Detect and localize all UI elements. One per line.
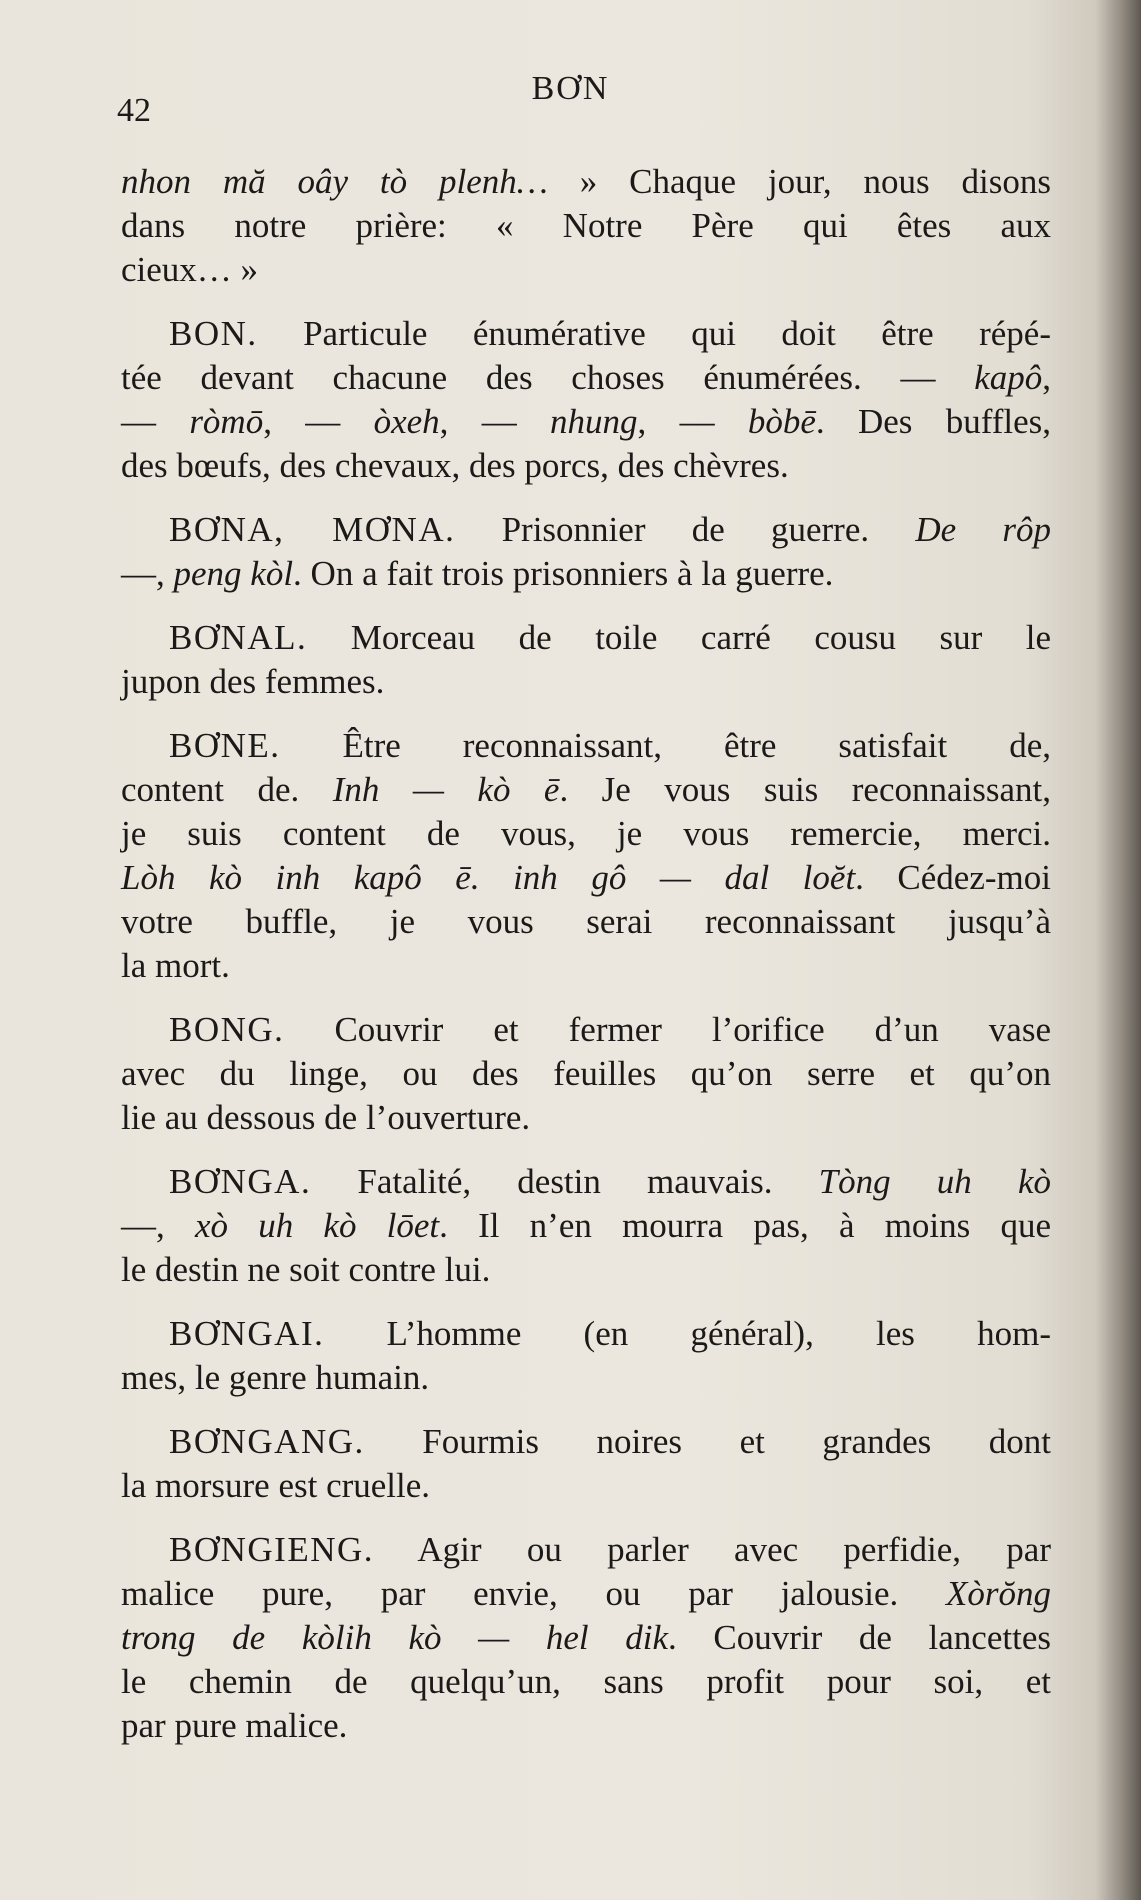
text-line: [121, 1008, 1051, 1052]
text-segment: ,: [1042, 358, 1051, 397]
text-line: [121, 356, 1051, 400]
text-segment: . On a fait trois prisonniers à la guerre.: [293, 554, 834, 593]
text-segment: le destin ne soit contre lui.: [121, 1250, 491, 1289]
bahnar-example: ròmō: [189, 402, 264, 441]
dictionary-entry: [121, 1420, 1051, 1508]
text-segment: , —: [439, 402, 551, 441]
page-number: 42: [117, 92, 151, 129]
text-segment: Fourmis noires et grandes dont: [364, 1422, 1051, 1461]
text-line: [121, 1204, 1051, 1248]
text-line: [121, 400, 1051, 444]
text-line: [121, 248, 1051, 292]
text-line: [121, 312, 1051, 356]
text-segment: . Couvrir de lancettes: [668, 1618, 1051, 1657]
text-segment: Particule énumérative qui doit être répé-: [257, 314, 1051, 353]
bahnar-example: De rôp: [915, 510, 1052, 549]
text-segment: content de.: [121, 770, 333, 809]
dictionary-entry: [121, 724, 1051, 988]
bahnar-example: xò uh kò lōet: [194, 1206, 440, 1245]
text-line: [121, 768, 1051, 812]
text-line: [121, 660, 1051, 704]
text-line: [121, 1660, 1051, 1704]
headword: BƠNA, MƠNA.: [169, 510, 456, 549]
text-segment: tée devant chacune des choses énumérées. —: [121, 358, 975, 397]
text-segment: Prisonnier de guerre.: [455, 510, 916, 549]
text-line: [121, 1616, 1051, 1660]
text-segment: . Cédez-moi: [855, 858, 1051, 897]
text-line: [121, 444, 1051, 488]
headword: BON.: [169, 314, 258, 353]
headword: BƠNGAI.: [169, 1314, 325, 1353]
continued-entry: [121, 160, 1051, 292]
bahnar-example: Inh — kò ē: [332, 770, 560, 809]
text-line: [121, 812, 1051, 856]
text-line: [121, 944, 1051, 988]
text-line: [121, 616, 1051, 660]
bahnar-example: kapô: [974, 358, 1043, 397]
text-segment: la morsure est cruelle.: [121, 1466, 431, 1505]
text-line: [121, 1052, 1051, 1096]
text-segment: . Il n’en mourra pas, à moins que: [439, 1206, 1052, 1245]
text-segment: des bœufs, des chevaux, des porcs, des chèvres.: [121, 446, 789, 485]
text-line: [121, 1528, 1051, 1572]
text-segment: dans notre prière: « Notre Père qui êtes aux: [121, 206, 1051, 245]
dictionary-entry: [121, 508, 1051, 596]
text-line: [121, 1312, 1051, 1356]
text-segment: cieux… »: [121, 250, 259, 289]
bahnar-example: Tòng uh kò: [818, 1162, 1051, 1201]
text-segment: je suis content de vous, je vous remercie, merci.: [121, 814, 1051, 853]
dictionary-entry: [121, 1528, 1051, 1748]
headword: BƠNE.: [169, 726, 281, 765]
text-segment: —,: [121, 1206, 195, 1245]
text-line: [121, 552, 1051, 596]
text-segment: par pure malice.: [121, 1706, 348, 1745]
text-segment: le chemin de quelqu’un, sans profit pour soi, et: [121, 1662, 1051, 1701]
text-segment: lie au dessous de l’ouverture.: [121, 1098, 531, 1137]
headword: BƠNGANG.: [169, 1422, 365, 1461]
headword: BƠNGIENG.: [169, 1530, 375, 1569]
dictionary-entry: [121, 1160, 1051, 1292]
text-line: [121, 724, 1051, 768]
text-segment: Agir ou parler avec perfidie, par: [374, 1530, 1051, 1569]
text-line: [121, 1160, 1051, 1204]
text-segment: , —: [263, 402, 374, 441]
text-line: [121, 856, 1051, 900]
text-segment: votre buffle, je vous serai reconnaissant jusqu’à: [121, 902, 1051, 941]
running-head: BƠN: [531, 70, 610, 107]
text-segment: Être reconnaissant, être satisfait de,: [280, 726, 1051, 765]
text-segment: la mort.: [121, 946, 230, 985]
text-segment: . Je vous suis reconnaissant,: [559, 770, 1051, 809]
text-segment: L’homme (en général), les hom-: [324, 1314, 1051, 1353]
dictionary-entry: [121, 1008, 1051, 1140]
text-line: [121, 160, 1051, 204]
text-line: [121, 508, 1051, 552]
headword: BƠNGA.: [169, 1162, 312, 1201]
text-line: [121, 900, 1051, 944]
bahnar-example: òxeh: [373, 402, 440, 441]
headword: BONG.: [169, 1010, 285, 1049]
text-segment: Fatalité, destin mauvais.: [311, 1162, 819, 1201]
text-line: [121, 1704, 1051, 1748]
text-line: [121, 1464, 1051, 1508]
bahnar-example: trong de kòlih kò — hel dik: [121, 1618, 668, 1657]
text-line: [121, 1420, 1051, 1464]
bahnar-example: bòbē: [747, 402, 816, 441]
bahnar-example: nhon mă oây tò plenh…: [121, 162, 548, 201]
text-segment: —,: [121, 554, 174, 593]
text-line: [121, 204, 1051, 248]
text-segment: jupon des femmes.: [121, 662, 385, 701]
bahnar-example: Lòh kò inh kapô ē. inh gô — dal loĕt: [121, 858, 856, 897]
text-line: [121, 1248, 1051, 1292]
text-line: [121, 1572, 1051, 1616]
text-segment: avec du linge, ou des feuilles qu’on serre et qu’on: [121, 1054, 1051, 1093]
text-line: [121, 1096, 1051, 1140]
text-segment: . Des buffles,: [815, 402, 1052, 441]
text-segment: Morceau de toile carré cousu sur le: [307, 618, 1051, 657]
dictionary-text: [121, 160, 1051, 1768]
bahnar-example: peng kòl: [173, 554, 294, 593]
text-segment: mes, le genre humain.: [121, 1358, 430, 1397]
text-segment: Couvrir et fermer l’orifice d’un vase: [284, 1010, 1051, 1049]
headword: BƠNAL.: [169, 618, 308, 657]
dictionary-entry: [121, 1312, 1051, 1400]
dictionary-entry: [121, 312, 1051, 488]
text-segment: » Chaque jour, nous disons: [547, 162, 1051, 201]
dictionary-entry: [121, 616, 1051, 704]
text-line: [121, 1356, 1051, 1400]
text-segment: —: [121, 402, 190, 441]
bahnar-example: Xòrŏng: [946, 1574, 1051, 1613]
text-segment: , —: [637, 402, 748, 441]
bahnar-example: nhung: [550, 402, 638, 441]
text-segment: malice pure, par envie, ou par jalousie.: [121, 1574, 946, 1613]
